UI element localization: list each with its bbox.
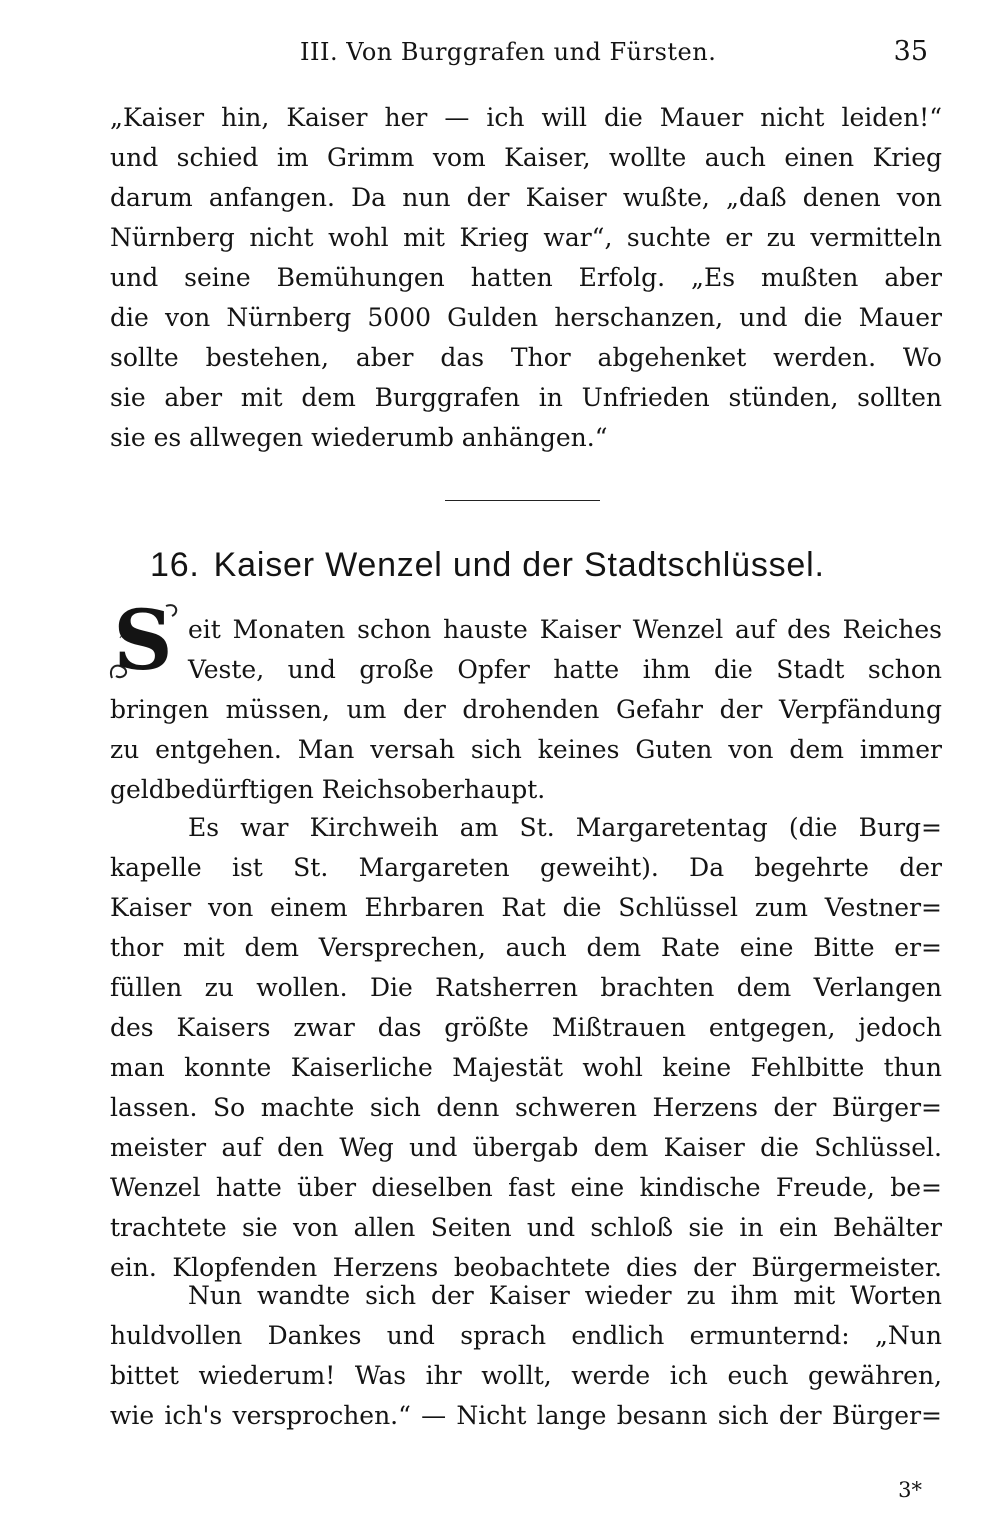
text-line: Es war Kirchweih am St. Margaretentag (die Burg= bbox=[188, 813, 942, 842]
text-line: eit Monaten schon hauste Kaiser Wenzel auf des Reiches bbox=[188, 615, 942, 644]
text-line: Nürnberg nicht wohl mit Krieg war“, suchte er zu vermitteln bbox=[110, 223, 942, 252]
text-line: meister auf den Weg und übergab dem Kaiser die Schlüssel. bbox=[110, 1133, 942, 1162]
text-line: füllen zu wollen. Die Ratsherren brachten dem Verlangen bbox=[110, 973, 942, 1002]
text-line: und schied im Grimm vom Kaiser, wollte auch einen Krieg bbox=[110, 143, 942, 172]
text-line: ein. Klopfenden Herzens beobachtete dies der Bürgermeister. bbox=[110, 1253, 942, 1282]
text-line: Veste, und große Opfer hatte ihm die Stadt schon bbox=[188, 655, 942, 684]
text-line: Nun wandte sich der Kaiser wieder zu ihm mit Worten bbox=[188, 1281, 942, 1310]
text-line: des Kaisers zwar das größte Mißtrauen entgegen, jedoch bbox=[110, 1013, 942, 1042]
text-line: lassen. So machte sich denn schweren Herzens der Bürger= bbox=[110, 1093, 942, 1122]
text-line: „Kaiser hin, Kaiser her — ich will die Mauer nicht leiden!“ bbox=[110, 103, 942, 132]
section-divider bbox=[445, 500, 600, 501]
text-line: Wenzel hatte über dieselben fast eine kindische Freude, be= bbox=[110, 1173, 942, 1202]
text-line: huldvollen Dankes und sprach endlich ermunternd: „Nun bbox=[110, 1321, 942, 1350]
text-line: man konnte Kaiserliche Majestät wohl keine Fehlbitte thun bbox=[110, 1053, 942, 1082]
paragraph-2 bbox=[110, 808, 942, 1288]
running-head: III. Von Burggrafen und Fürsten. bbox=[300, 38, 717, 66]
text-line: bringen müssen, um der drohenden Gefahr der Verpfändung bbox=[110, 695, 942, 724]
text-line: sie es allwegen wiederumb anhängen.“ bbox=[110, 423, 608, 452]
chapter-title: Kaiser Wenzel und der Stadtschlüssel. bbox=[213, 546, 825, 584]
text-line: geldbedürftigen Reichsoberhaupt. bbox=[110, 775, 546, 804]
paragraph-1 bbox=[110, 610, 942, 810]
text-line: wie ich's versprochen.“ — Nicht lange besann sich der Bürger= bbox=[110, 1401, 942, 1430]
text-line: Kaiser von einem Ehrbaren Rat die Schlüssel zum Vestner= bbox=[110, 893, 942, 922]
text-line: bittet wiederum! Was ihr wollt, werde ich euch gewähren, bbox=[110, 1361, 942, 1390]
text-line: kapelle ist St. Margareten geweiht). Da begehrte der bbox=[110, 853, 942, 882]
drop-cap: S bbox=[113, 593, 173, 689]
text-line: sie aber mit dem Burggrafen in Unfrieden stünden, sollten bbox=[110, 383, 942, 412]
text-line: die von Nürnberg 5000 Gulden herschanzen, und die Mauer bbox=[110, 303, 942, 332]
paragraph-3 bbox=[110, 1276, 942, 1436]
text-line: thor mit dem Versprechen, auch dem Rate eine Bitte er= bbox=[110, 933, 942, 962]
chapter-heading bbox=[150, 546, 825, 585]
signature-mark: 3* bbox=[898, 1478, 922, 1502]
page-number: 35 bbox=[893, 36, 928, 67]
intro-paragraph bbox=[110, 98, 942, 458]
chapter-number: 16. bbox=[150, 546, 200, 584]
text-line: sollte bestehen, aber das Thor abgehenket werden. Wo bbox=[110, 343, 942, 372]
text-line: zu entgehen. Man versah sich keines Guten von dem immer bbox=[110, 735, 942, 764]
text-line: darum anfangen. Da nun der Kaiser wußte, „daß denen von bbox=[110, 183, 942, 212]
text-line: trachtete sie von allen Seiten und schloß sie in ein Behälter bbox=[110, 1213, 942, 1242]
text-line: und seine Bemühungen hatten Erfolg. „Es mußten aber bbox=[110, 263, 942, 292]
